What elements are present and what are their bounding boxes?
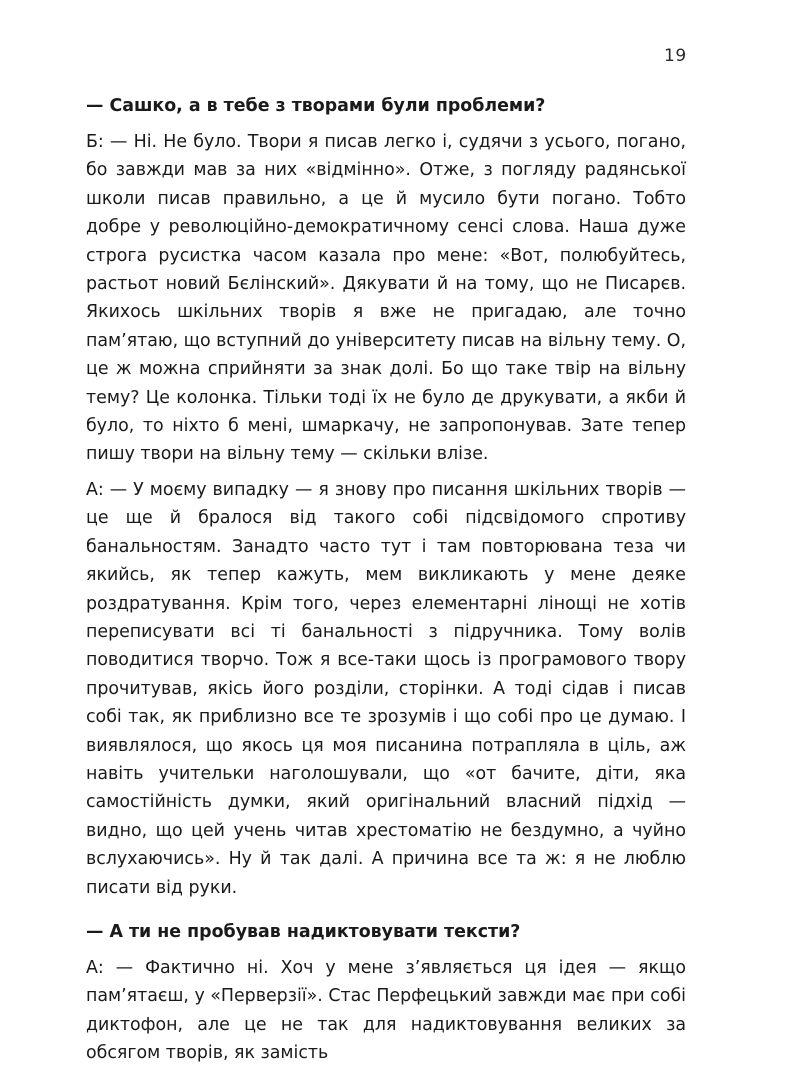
page-number: 19 xyxy=(664,46,687,66)
interview-question: — Сашко, а в тебе з творами були проблеми? xyxy=(86,96,546,116)
interview-answer: Б: — Ні. Не було. Твори я писав легко і, судячи з усього, погано, бо завжди мав за них «відмінно». Отже, з погляду радянської школи писав правильно, а це й мусило бути погано. Тобто добре у революційно-демократичному сенсі слова. Наша дуже строга русистка часом казала про мене: «Вот, полюбуйтесь, растьот новий Бєлінский». Дякувати й на тому, що не Писарєв. Якихось шкільних творів я вже не пригадаю, але точно пам’ятаю, що вступний до університету писав на вільну тему. О, це ж можна сприйняти за знак долі. Бо що таке твір на вільну тему? Це колонка. Тільки тоді їх не було де друкувати, а якби й було, то ніхто б мені, шмаркачу, не запропонував. Зате тепер пишу твори на вільну тему — скільки влізе. xyxy=(86,132,686,465)
page-body xyxy=(86,92,686,1075)
interview-answer: А: — У моєму випадку — я знову про писання шкільних творів — це ще й бралося від такого собі підсвідомого спротиву банальностям. Занадто часто тут і там повторювана теза чи якийсь, як тепер кажуть, мем викликають у мене деяке роздратування. Крім того, через елементарні лінощі не хотів переписувати всі ті банальності з підручника. Тому волів поводитися творчо. Тож я все-таки щось із програмового твору прочитував, якісь його розділи, сторінки. А тоді сідав і писав собі так, як приблизно все те зрозумів і що собі про це думаю. І виявлялося, що якось ця моя писанина потрапляла в ціль, аж навіть учительки наголошували, що «от бачите, діти, яка самостійність думки, який оригінальний власний підхід — видно, що цей учень читав хрестоматію не бездумно, а чуйно вслухаючись». Ну й так далі. А причина все та ж: я не люблю писати від руки. xyxy=(86,479,686,898)
interview-answer: А: — Фактично ні. Хоч у мене з’являється ця ідея — якщо пам’ятаєш, у «Перверзії». Стас Перфецький завжди має при собі диктофон, але це не так для надиктовування великих за обсягом творів, як замість xyxy=(86,957,686,1064)
interview-question: — А ти не пробував надиктовувати тексти? xyxy=(86,921,521,942)
